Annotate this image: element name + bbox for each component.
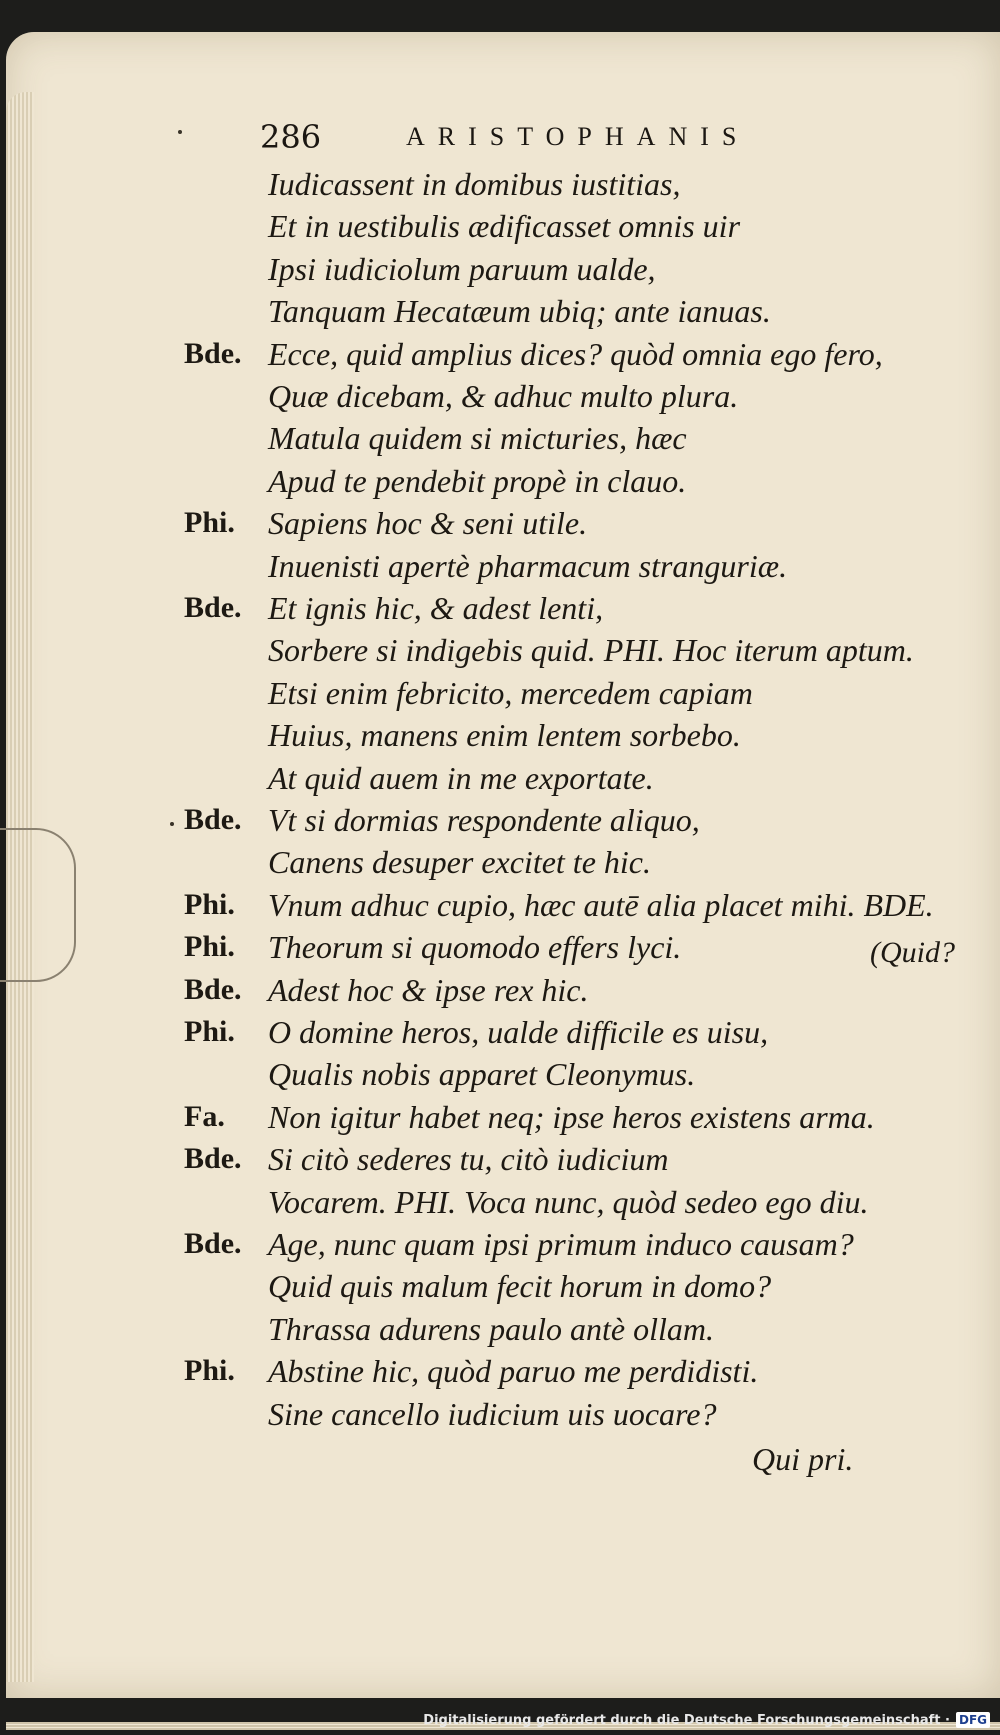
speaker-label: Fa.: [184, 1100, 225, 1133]
verse-line: Vt si dormias respondente aliquo,: [268, 802, 700, 838]
ink-speck: [170, 822, 174, 826]
overflow-turnover: (Quid?: [870, 936, 955, 969]
verse-line: Ipsi iudiciolum paruum ualde,: [268, 251, 656, 287]
verse-line: Quid quis malum fecit horum in domo?: [268, 1268, 772, 1304]
speaker-label: Phi.: [184, 930, 235, 963]
speaker-label: Bde.: [184, 591, 242, 624]
speaker-label: Bde.: [184, 1142, 242, 1175]
speaker-label: Bde.: [184, 973, 242, 1006]
verse-line: At quid auem in me exportate.: [268, 760, 654, 796]
verse-line: Quæ dicebam, & adhuc multo plura.: [268, 378, 739, 414]
verse-line: O domine heros, ualde difficile es uisu,: [268, 1014, 769, 1050]
verse-line: Qualis nobis apparet Cleonymus.: [268, 1056, 696, 1092]
verse-line: Iudicassent in domibus iustitias,: [268, 166, 681, 202]
speaker-label: Phi.: [184, 888, 235, 921]
verse-line: Etsi enim febricito, mercedem capiam: [268, 675, 753, 711]
verse-line: Canens desuper excitet te hic.: [268, 844, 651, 880]
dfg-logo: DFG: [956, 1712, 990, 1728]
ink-speck: [178, 130, 182, 134]
page-number: 286: [260, 118, 322, 156]
verse-line: Sine cancello iudicium uis uocare?: [268, 1396, 717, 1432]
verse-line: Ecce, quid amplius dices? quòd omnia ego fero,: [268, 336, 883, 372]
verse-line: Theorum si quomodo effers lyci.: [268, 929, 682, 965]
page-header: [0, 118, 1000, 158]
footer: [423, 1712, 990, 1728]
clip-tab-outline: [0, 828, 76, 982]
verse-line: Apud te pendebit propè in clauo.: [268, 463, 687, 499]
verse-line: Age, nunc quam ipsi primum induco causam?: [268, 1226, 854, 1262]
catchword: Qui pri.: [752, 1441, 854, 1477]
speaker-label: Phi.: [184, 506, 235, 539]
speaker-label: Bde.: [184, 1227, 242, 1260]
speaker-label: Bde.: [184, 337, 242, 370]
verse-line: Matula quidem si micturies, hæc: [268, 420, 687, 456]
footer-text: Digitalisierung gefördert durch die Deutsche Forschungsgemeinschaft ·: [423, 1712, 950, 1728]
verse-line: Et ignis hic, & adest lenti,: [268, 590, 604, 626]
speaker-label: Bde.: [184, 803, 242, 836]
verse-line: Si citò sederes tu, citò iudicium: [268, 1141, 669, 1177]
running-title: ARISTOPHANIS: [406, 122, 750, 151]
verse-line: Tanquam Hecatæum ubiq; ante ianuas.: [268, 293, 771, 329]
verse-line: Non igitur habet neq; ipse heros existens arma.: [268, 1099, 875, 1135]
speaker-label: Phi.: [184, 1015, 235, 1048]
verse-line: Abstine hic, quòd paruo me perdidisti.: [268, 1353, 759, 1389]
verse-line: Vocarem. PHI. Voca nunc, quòd sedeo ego diu.: [268, 1184, 869, 1220]
verse-line: Huius, manens enim lentem sorbebo.: [268, 717, 741, 753]
verse-line: Thrassa adurens paulo antè ollam.: [268, 1311, 714, 1347]
verse-line: Sapiens hoc & seni utile.: [268, 505, 588, 541]
verse-line: Adest hoc & ipse rex hic.: [268, 972, 589, 1008]
speaker-label: Phi.: [184, 1354, 235, 1387]
verse-line: Et in uestibulis ædificasset omnis uir: [268, 208, 741, 244]
verse-line: Vnum adhuc cupio, hæc autē alia placet mihi. BDE.: [268, 887, 934, 923]
verse-line: Sorbere si indigebis quid. PHI. Hoc iterum aptum.: [268, 632, 914, 668]
verse-line: Inuenisti apertè pharmacum stranguriæ.: [268, 548, 788, 584]
